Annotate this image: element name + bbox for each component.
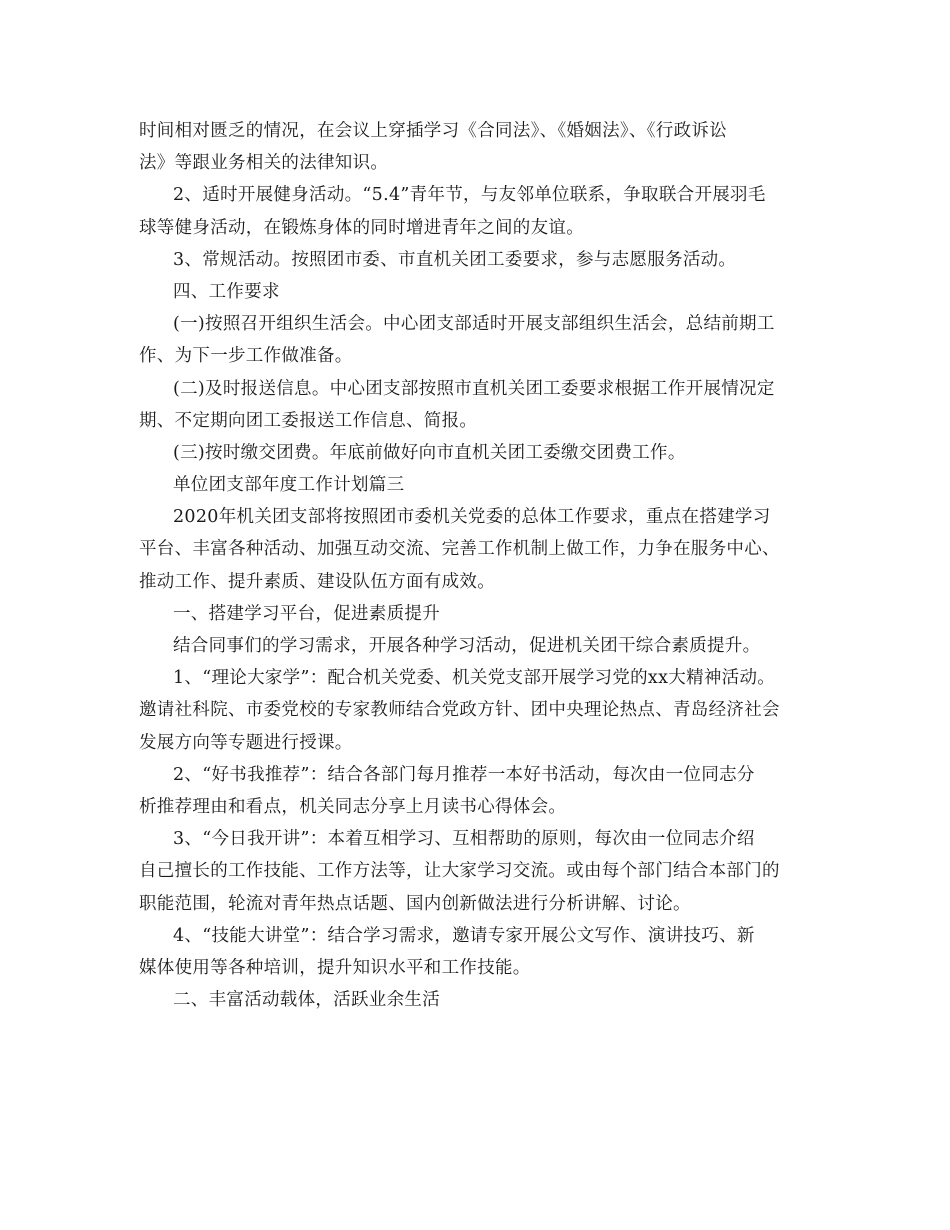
text-line: 职能范围，轮流对青年热点话题、国内创新做法进行分析讲解、讨论。 <box>139 893 691 914</box>
section-title: 单位团支部年度工作计划篇三 <box>173 475 405 496</box>
text-line: 推动工作、提升素质、建设队伍方面有成效。 <box>139 571 495 592</box>
text-line: (三)按时缴交团费。年底前做好向市直机关团工委缴交团费工作。 <box>173 442 686 463</box>
text-line: 球等健身活动，在锻炼身体的同时增进青年之间的友谊。 <box>139 217 584 238</box>
text-line: 平台、丰富各种活动、加强互动交流、完善工作机制上做工作，力争在服务中心、 <box>139 539 780 560</box>
text-line: 结合同事们的学习需求，开展各种学习活动，促进机关团干综合素质提升。 <box>173 636 761 656</box>
text-line: 法》等跟业务相关的法律知识。 <box>139 153 389 174</box>
text-line: 作、为下一步工作做准备。 <box>139 346 353 367</box>
text-line: 4、“技能大讲堂”：结合学习需求，邀请专家开展公文写作、演讲技巧、新 <box>173 925 755 946</box>
text-line: 自己擅长的工作技能、工作方法等，让大家学习交流。或由每个部门结合本部门的 <box>139 861 780 882</box>
text-line: 2、适时开展健身活动。“5.4”青年节，与友邻单位联系，争取联合开展羽毛 <box>173 185 766 206</box>
section-heading: 二、丰富活动载体，活跃业余生活 <box>173 990 440 1011</box>
text-line: 3、“今日我开讲”：本着互相学习、互相帮助的原则，每次由一位同志介绍 <box>173 829 755 850</box>
text-line: 1、“理论大家学”：配合机关党委、机关党支部开展学习党的xx大精神活动。 <box>173 668 776 689</box>
document-page <box>139 115 819 1016</box>
section-heading: 四、工作要求 <box>173 281 280 302</box>
text-line: 2、“好书我推荐”：结合各部门每月推荐一本好书活动，每次由一位同志分 <box>173 764 755 785</box>
section-heading: 一、搭建学习平台，促进素质提升 <box>173 603 440 624</box>
text-line: 媒体使用等各种培训，提升知识水平和工作技能。 <box>139 957 531 978</box>
text-line: 时间相对匮乏的情况，在会议上穿插学习《合同法》、《婚姻法》、《行政诉讼 <box>139 121 727 141</box>
text-line: 邀请社科院、市委党校的专家教师结合党政方针、团中央理论热点、青岛经济社会 <box>139 700 780 721</box>
text-line: 2020年机关团支部将按照团市委机关党委的总体工作要求，重点在搭建学习 <box>173 507 771 528</box>
text-line: 析推荐理由和看点，机关同志分享上月读书心得体会。 <box>139 796 567 817</box>
text-line: 发展方向等专题进行授课。 <box>139 732 353 753</box>
text-line: 期、不定期向团工委报送工作信息、简报。 <box>139 410 478 431</box>
text-line: (二)及时报送信息。中心团支部按照市直机关团工委要求根据工作开展情况定 <box>173 378 775 399</box>
text-line: 3、常规活动。按照团市委、市直机关团工委要求，参与志愿服务活动。 <box>173 249 737 270</box>
text-line: (一)按照召开组织生活会。中心团支部适时开展支部组织生活会，总结前期工 <box>173 314 775 335</box>
